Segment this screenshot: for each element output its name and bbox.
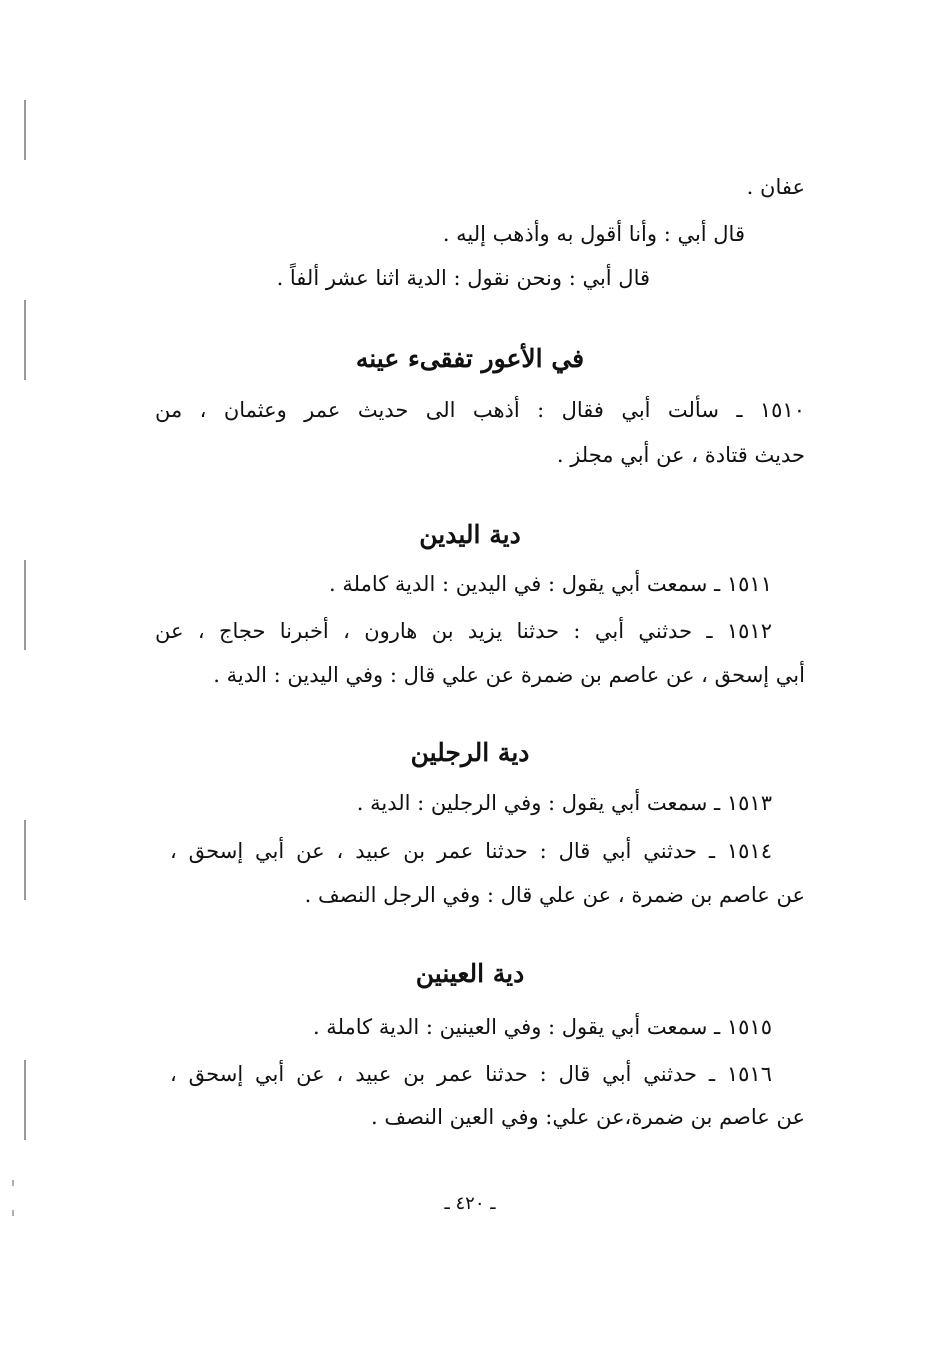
paragraph-line: ١٥١٥ ـ سمعت أبي يقول : وفي العينين : الدية كاملة . (312, 1015, 772, 1039)
scan-margin-line (24, 820, 26, 900)
paragraph-line: عن عاصم بن ضمرة،عن علي: وفي العين النصف . (371, 1105, 805, 1129)
paragraph-line: ١٥١٤ ـ حدثني أبي قال : حدثنا عمر بن عبيد ، عن أبي إسحق ، (170, 839, 772, 863)
scan-margin-line (24, 100, 26, 160)
paragraph-line: ١٥١٠ ـ سألت أبي فقال : أذهب الى حديث عمر وعثمان ، من (155, 398, 805, 422)
paragraph-line: عن عاصم بن ضمرة ، عن علي قال : وفي الرجل النصف . (304, 883, 805, 907)
paragraph-line: ١٥١٦ ـ حدثني أبي قال : حدثنا عمر بن عبيد ، عن أبي إسحق ، (170, 1062, 772, 1086)
paragraph-line: ١٥١٢ ـ حدثني أبي : حدثنا يزيد بن هارون ، أخبرنا حجاج ، عن (155, 619, 772, 643)
text-line: قال أبي : ونحن نقول : الدية اثنا عشر ألفاً . (276, 266, 650, 290)
paragraph-line: حديث قتادة ، عن أبي مجلز . (556, 443, 805, 467)
paragraph-line: ١٥١٣ ـ سمعت أبي يقول : وفي الرجلين : الدية . (356, 791, 772, 815)
text-line: عفان . (746, 175, 805, 199)
page-number: ـ ٤٢٠ ـ (444, 1193, 496, 1214)
section-heading: دية اليدين (419, 520, 521, 549)
scan-margin-tick (12, 1180, 14, 1186)
scan-margin-line (24, 560, 26, 650)
section-heading: دية العينين (415, 959, 525, 988)
paragraph-line: أبي إسحق ، عن عاصم بن ضمرة عن علي قال : وفي اليدين : الدية . (213, 663, 805, 687)
section-heading: دية الرجلين (410, 738, 530, 767)
section-heading: في الأعور تفقىء عينه (355, 344, 585, 373)
paragraph-line: ١٥١١ ـ سمعت أبي يقول : في اليدين : الدية كاملة . (329, 572, 772, 596)
scan-margin-line (24, 1060, 26, 1140)
text-line: قال أبي : وأنا أقول به وأذهب إليه . (442, 222, 745, 246)
